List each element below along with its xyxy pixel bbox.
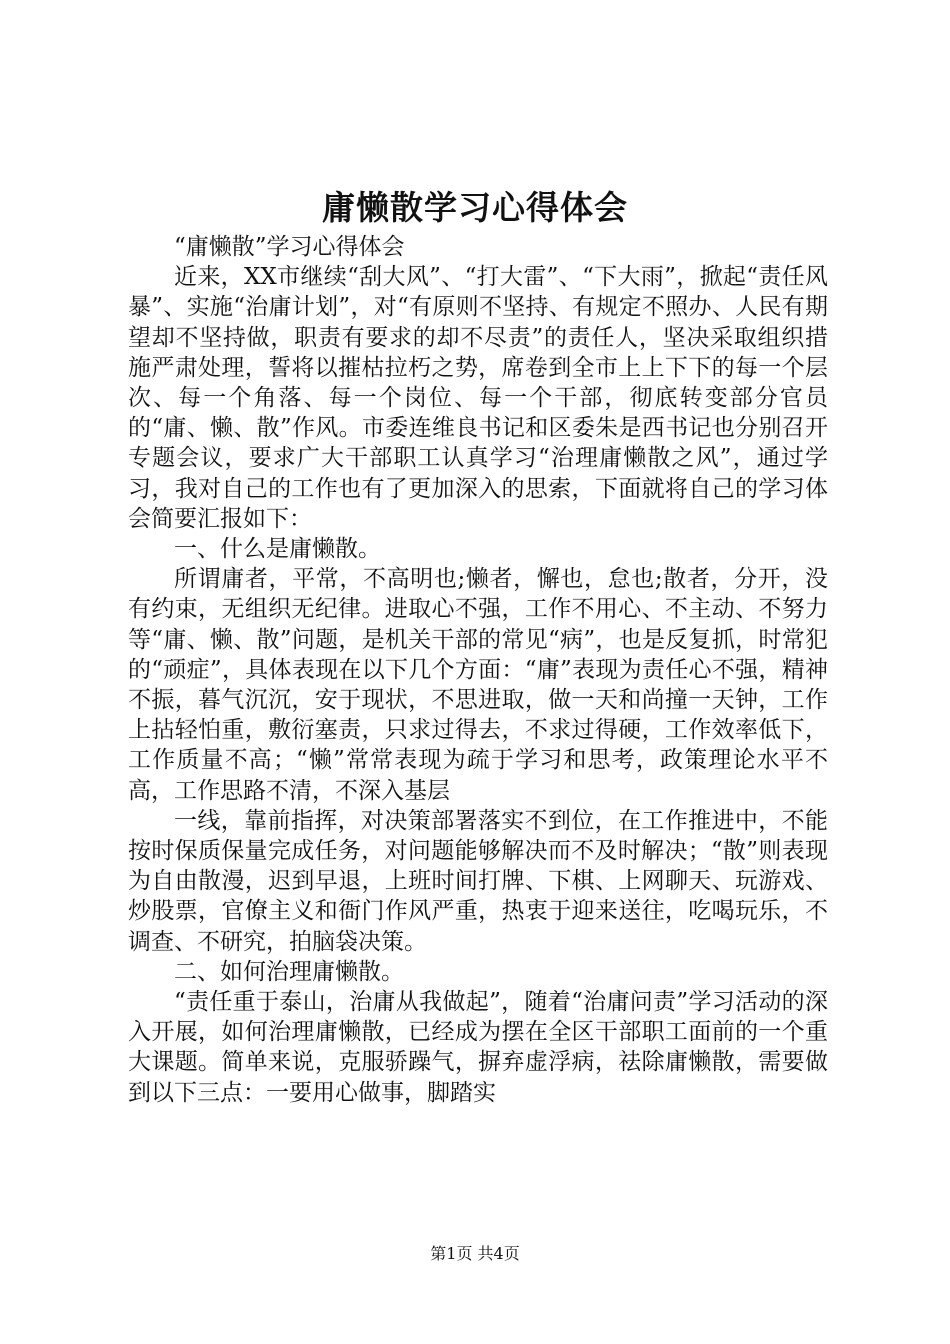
paragraph-subtitle: “庸懒散”学习心得体会 — [174, 234, 405, 260]
paragraph-intro: 近来，XX市继续“刮大风”、“打大雷”、“下大雨”，掀起“责任风暴”、实施“治庸计划”，对“有原则不坚持、有规定不照办、人民有期望却不坚持做，职责有要求的却不尽责”的责任人，坚决采取组织措施严肃处理，誓将以摧枯拉朽之势，席卷到全市上上下下的每一个层次、每一个角落、每一个岗位、每一个干部，彻底转变部分官员的“庸、懒、散”作风。市委连维良书记和区委朱是西书记也分别召开专题会议，要求广大干部职工认真学习“治理庸懒散之风”，通过学习，我对自己的工作也有了更加深入的思索，下面就将自己的学习体会简要汇报如下： — [128, 264, 828, 532]
section-heading-1: 一、什么是庸懒散。 — [174, 536, 381, 563]
document-title: 庸懒散学习心得体会 — [322, 188, 628, 227]
paragraph-definition: 所谓庸者，平常，不高明也;懒者，懈也，怠也;散者，分开，没有约束，无组织无纪律。进取心不强，工作不用心、不主动、不努力等“庸、懒、散”问题，是机关干部的常见“病”，也是反复抓，时常犯的“顽症”，具体表现在以下几个方面：“庸”表现为责任心不强，精神不振，暮气沉沉，安于现状，不思进取，做一天和尚撞一天钟，工作上拈轻怕重，敷衍塞责，只求过得去，不求过得硬，工作效率低下，工作质量不高；“懒”常常表现为疏于学习和思考，政策理论水平不高，工作思路不清，不深入基层 — [128, 566, 828, 804]
section-heading-2: 二、如何治理庸懒散。 — [174, 958, 404, 985]
paragraph-governance: “责任重于泰山，治庸从我做起”，随着“治庸问责”学习活动的深入开展，如何治理庸懒散，已经成为摆在全区干部职工面前的一个重大课题。简单来说，克服骄躁气，摒弃虚浮病，祛除庸懒散，需要做到以下三点：一要用心做事，脚踏实 — [128, 989, 828, 1106]
page-indicator: 第1页 共4页 — [430, 1244, 520, 1263]
paragraph-continuation: 一线，靠前指挥，对决策部署落实不到位，在工作推进中，不能按时保质保量完成任务，对问题能够解决而不及时解决；“散”则表现为自由散漫，迟到早退，上班时间打牌、下棋、上网聊天、玩游戏、炒股票，官僚主义和衙门作风严重，热衷于迎来送往，吃喝玩乐，不调查、不研究，拍脑袋决策。 — [128, 807, 828, 955]
document-body — [128, 232, 828, 1108]
